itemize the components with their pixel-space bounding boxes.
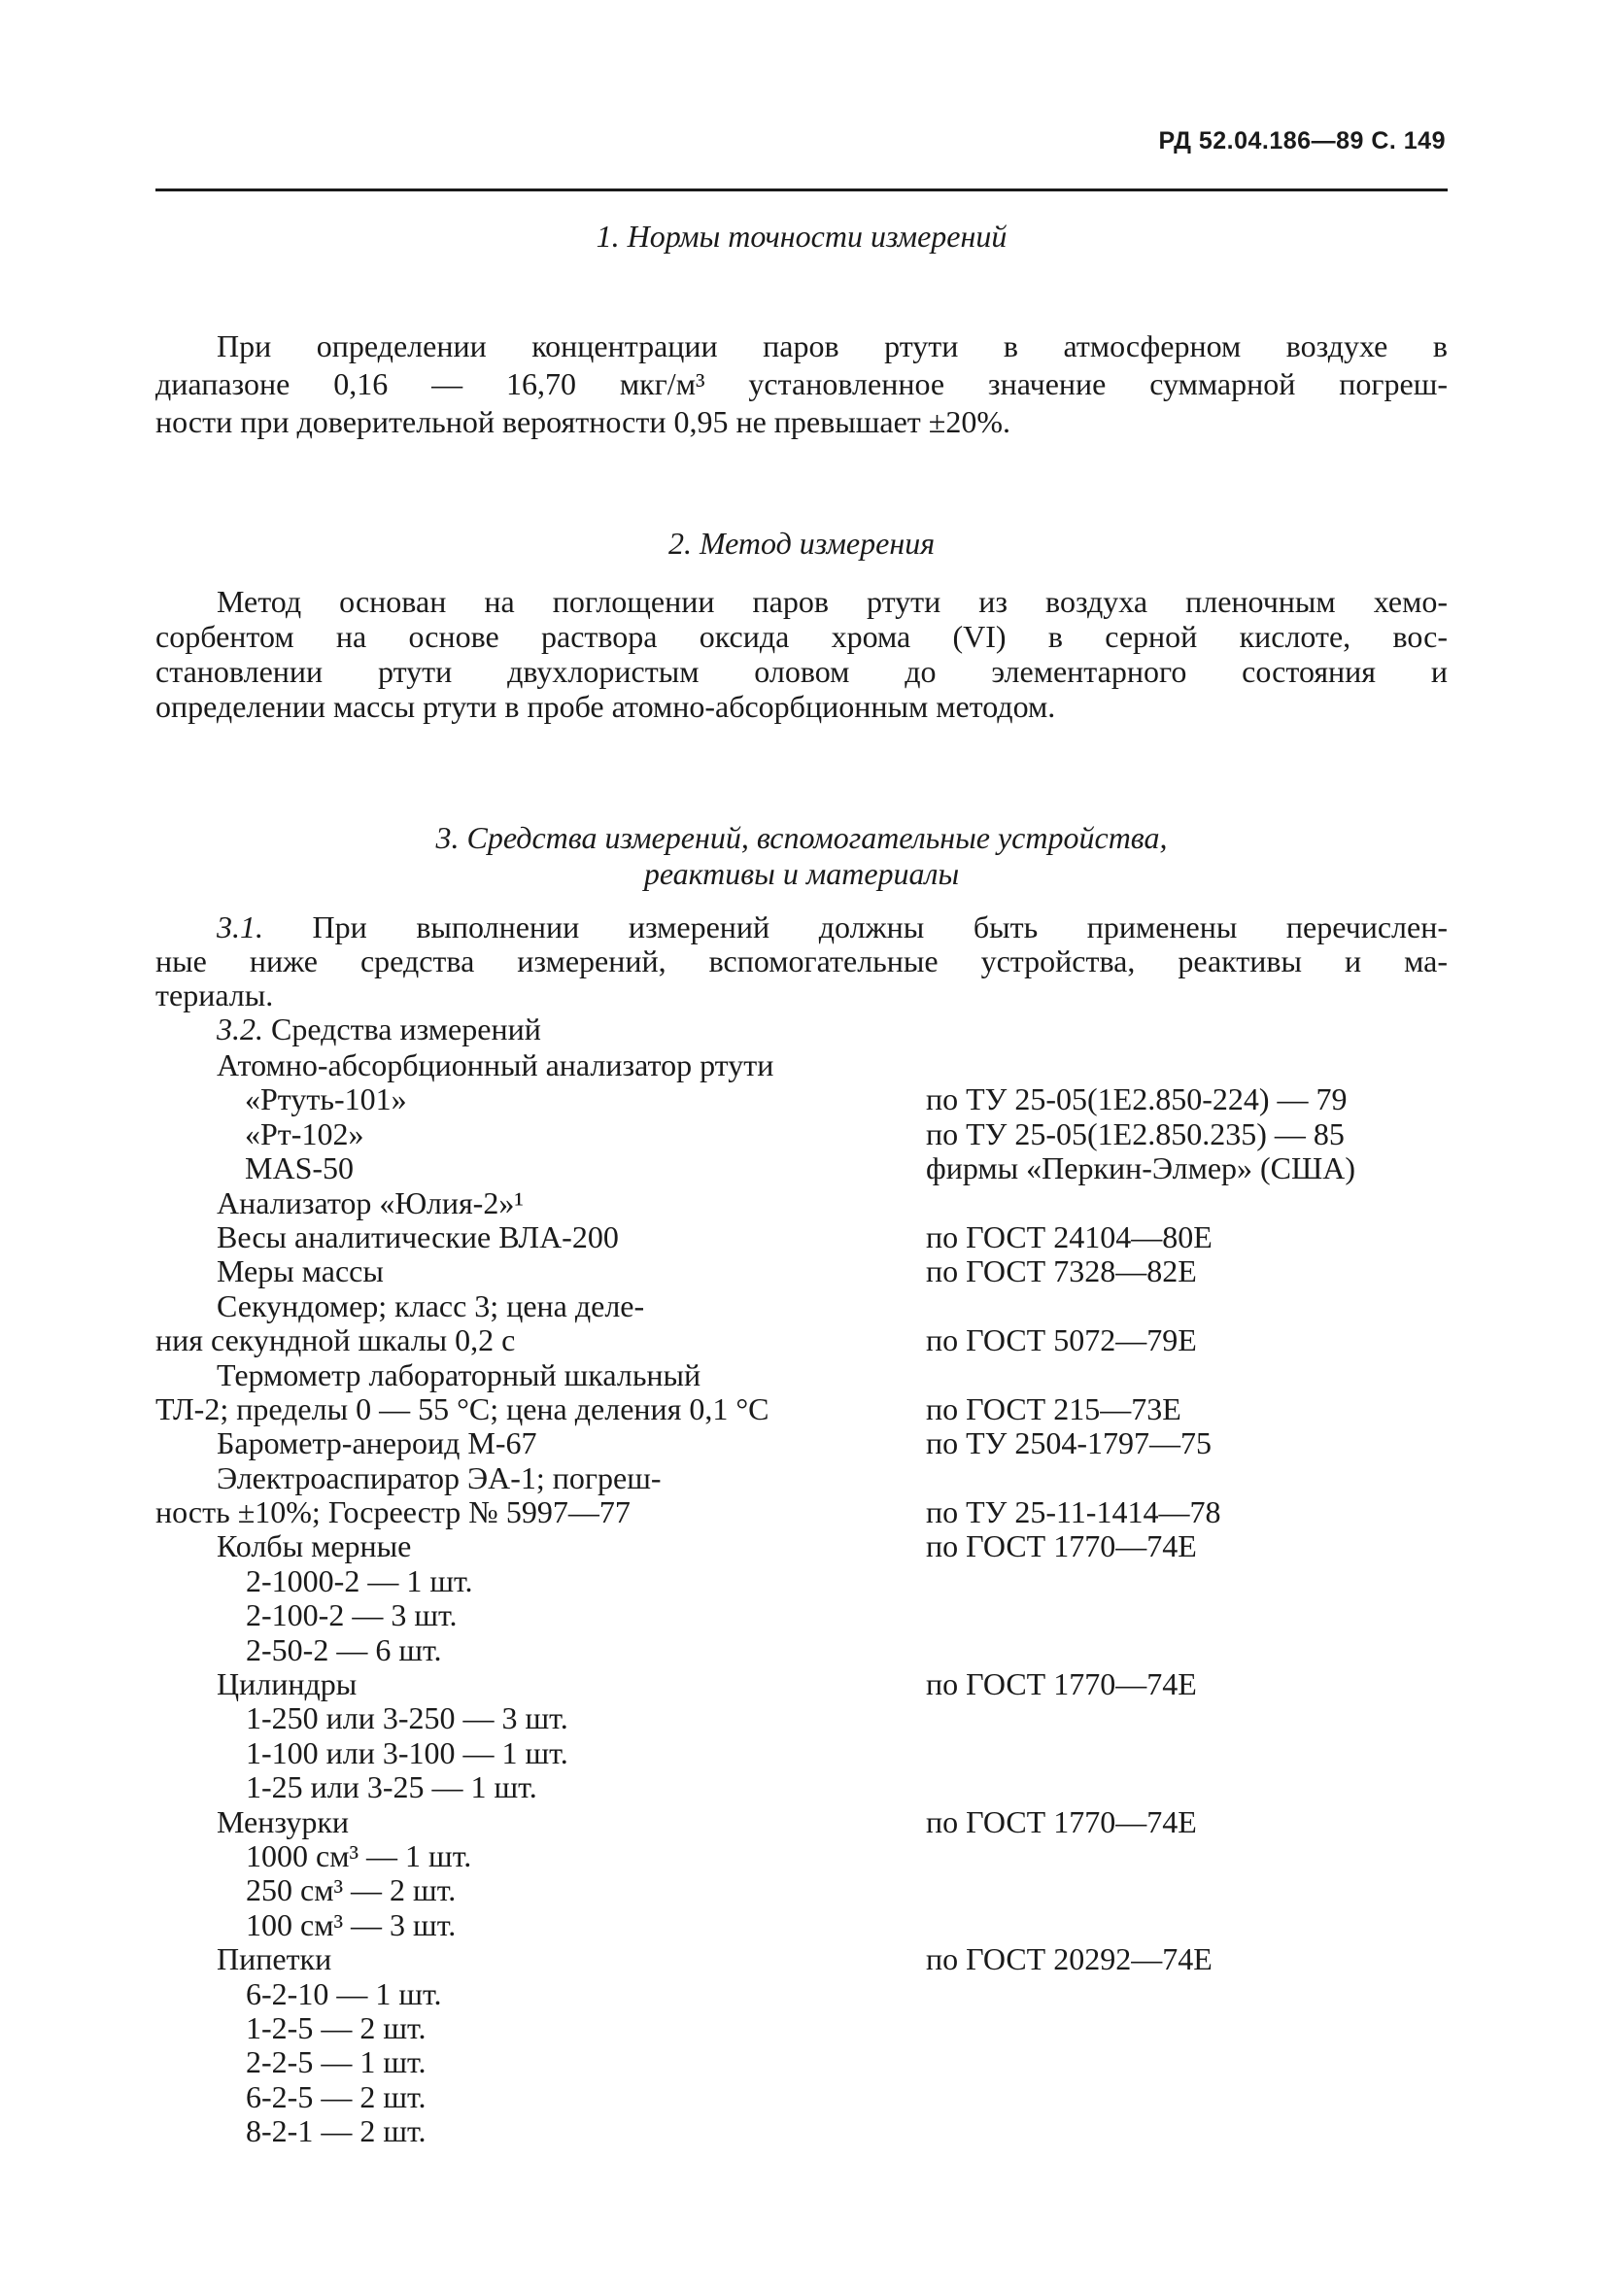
list-item	[155, 2113, 1457, 2147]
paragraph-line: териалы.	[155, 977, 274, 1012]
item-standard: по ТУ 25-05(1Е2.850-224) — 79	[926, 1081, 1348, 1117]
item-name: ТЛ-2; пределы 0 — 55 °С; цена деления 0,1 °С	[155, 1390, 769, 1426]
item-name: Барометр-анероид М-67	[217, 1425, 537, 1461]
paragraph-line: диапазоне 0,16 — 16,70 мкг/м³ установленное значение суммарной погреш-	[155, 366, 1448, 401]
item-name: «Ртуть-101»	[245, 1081, 407, 1117]
list-item	[155, 1081, 1457, 1115]
item-name: 2-1000-2 — 1 шт.	[246, 1562, 473, 1598]
paragraph-line: определении массы ртути в пробе атомно-абсорбционным методом.	[155, 689, 1056, 724]
page-header: РД 52.04.186—89 С. 149	[1158, 127, 1446, 154]
item-standard: по ГОСТ 1770—74Е	[926, 1528, 1197, 1564]
item-name: 2-2-5 — 1 шт.	[246, 2044, 427, 2080]
item-name: Весы аналитические ВЛА-200	[217, 1218, 619, 1254]
item-name: ния секундной шкалы 0,2 с	[155, 1322, 516, 1358]
paragraph-line: При определении концентрации паров ртути в атмосферном воздухе в	[217, 328, 1448, 363]
section-1-paragraph	[155, 327, 1448, 441]
list-item	[155, 1253, 1457, 1287]
section-3-heading-line-1: 3. Средства измерений, вспомогательные устройства,	[435, 820, 1168, 855]
item-name: 1000 см³ — 1 шт.	[246, 1837, 472, 1873]
instrument-list	[155, 1047, 1457, 2148]
list-item	[155, 1735, 1457, 1769]
item-name: 6-2-10 — 1 шт.	[246, 1975, 442, 2011]
item-name: 2-100-2 — 3 шт.	[246, 1597, 458, 1633]
item-name: Мензурки	[217, 1803, 349, 1839]
list-item	[155, 1804, 1457, 1838]
item-name: Колбы мерные	[217, 1528, 412, 1564]
item-standard: по ГОСТ 1770—74Е	[926, 1803, 1197, 1839]
item-name: Электроаспиратор ЭА-1; погреш-	[217, 1459, 662, 1495]
item-name: 1-25 или 3-25 — 1 шт.	[246, 1769, 537, 1805]
list-item	[155, 1769, 1457, 1803]
list-item	[155, 1219, 1457, 1253]
paragraph-line: сорбентом на основе раствора оксида хрома (VI) в серной кислоте, вос-	[155, 619, 1448, 654]
list-item	[155, 1838, 1457, 1872]
list-item	[155, 1632, 1457, 1666]
list-item	[155, 1185, 1457, 1219]
section-2-heading: 2. Метод измерения	[667, 526, 936, 561]
paragraph-line: ности при доверительной вероятности 0,95 не превышает ±20%.	[155, 404, 1010, 439]
item-name: 2-50-2 — 6 шт.	[246, 1631, 442, 1667]
item-name: 100 см³ — 3 шт.	[246, 1906, 457, 1942]
paragraph-number: 3.1.	[217, 909, 263, 944]
item-name: Меры массы	[217, 1253, 384, 1289]
item-standard: по ГОСТ 7328—82Е	[926, 1253, 1197, 1289]
list-item	[155, 1941, 1457, 1975]
item-name: Секундомер; класс 3; цена деле-	[217, 1287, 645, 1323]
list-item	[155, 1425, 1457, 1459]
item-standard: по ТУ 25-11-1414—78	[926, 1494, 1221, 1530]
paragraph-3-1	[155, 910, 1448, 1012]
item-name: ность ±10%; Госреестр № 5997—77	[155, 1494, 631, 1530]
item-name: Термометр лабораторный шкальный	[217, 1356, 701, 1392]
item-name: 1-250 или 3-250 — 3 шт.	[246, 1700, 568, 1736]
item-name: Цилиндры	[217, 1666, 358, 1702]
item-name: Атомно-абсорбционный анализатор ртути	[217, 1047, 774, 1082]
paragraph-text: Средства измерений	[271, 1011, 541, 1046]
list-item	[155, 1528, 1457, 1562]
item-name: 250 см³ — 2 шт.	[246, 1872, 457, 1908]
list-item	[155, 2010, 1457, 2044]
list-item	[155, 1391, 1457, 1425]
paragraph-line: становлении ртути двухлористым оловом до элементарного состояния и	[155, 654, 1448, 689]
list-item	[155, 2044, 1457, 2078]
list-item	[155, 1907, 1457, 1941]
item-standard: по ГОСТ 5072—79Е	[926, 1322, 1197, 1358]
item-standard: по ГОСТ 215—73Е	[926, 1390, 1181, 1426]
item-standard: по ГОСТ 24104—80Е	[926, 1218, 1213, 1254]
item-standard: по ТУ 25-05(1Е2.850.235) — 85	[926, 1115, 1345, 1151]
item-name: Анализатор «Юлия-2»¹	[217, 1184, 524, 1220]
list-item	[155, 1460, 1457, 1494]
item-name: «Рт-102»	[245, 1115, 364, 1151]
list-item	[155, 1700, 1457, 1734]
item-name: 1-100 или 3-100 — 1 шт.	[246, 1734, 568, 1770]
section-1-heading: 1. Нормы точности измерений	[596, 219, 1008, 254]
list-item	[155, 1288, 1457, 1322]
list-item	[155, 1666, 1457, 1700]
section-3-heading-line-2: реактивы и материалы	[643, 856, 960, 891]
paragraph-line	[155, 910, 1448, 944]
paragraph-number: 3.2.	[217, 1011, 263, 1046]
item-name: MAS-50	[245, 1150, 355, 1186]
header-rule	[155, 188, 1448, 191]
item-standard: по ГОСТ 1770—74Е	[926, 1666, 1197, 1702]
paragraph-line: ные ниже средства измерений, вспомогательные устройства, реактивы и ма-	[155, 943, 1448, 978]
list-item	[155, 1047, 1457, 1081]
item-standard: по ТУ 2504-1797—75	[926, 1425, 1212, 1461]
list-item	[155, 1116, 1457, 1150]
paragraph-text: При выполнении измерений должны быть применены перечислен-	[312, 909, 1449, 944]
list-item	[155, 1322, 1457, 1356]
item-standard: фирмы «Перкин-Элмер» (США)	[926, 1150, 1356, 1186]
list-item	[155, 1976, 1457, 2010]
list-item	[155, 1357, 1457, 1391]
item-name: 8-2-1 — 2 шт.	[246, 2113, 427, 2149]
paragraph-line	[155, 1012, 1448, 1046]
list-item	[155, 1494, 1457, 1528]
list-item	[155, 1597, 1457, 1631]
list-item	[155, 1150, 1457, 1184]
list-item	[155, 2079, 1457, 2113]
item-name: Пипетки	[217, 1941, 332, 1977]
item-name: 6-2-5 — 2 шт.	[246, 2078, 427, 2114]
item-standard: по ГОСТ 20292—74Е	[926, 1941, 1213, 1977]
paragraph-3-2-title	[155, 1012, 1448, 1046]
list-item	[155, 1872, 1457, 1906]
list-item	[155, 1563, 1457, 1597]
paragraph-line: Метод основан на поглощении паров ртути из воздуха пленочным хемо-	[217, 584, 1448, 619]
section-2-paragraph	[155, 584, 1448, 724]
item-name: 1-2-5 — 2 шт.	[246, 2009, 427, 2045]
